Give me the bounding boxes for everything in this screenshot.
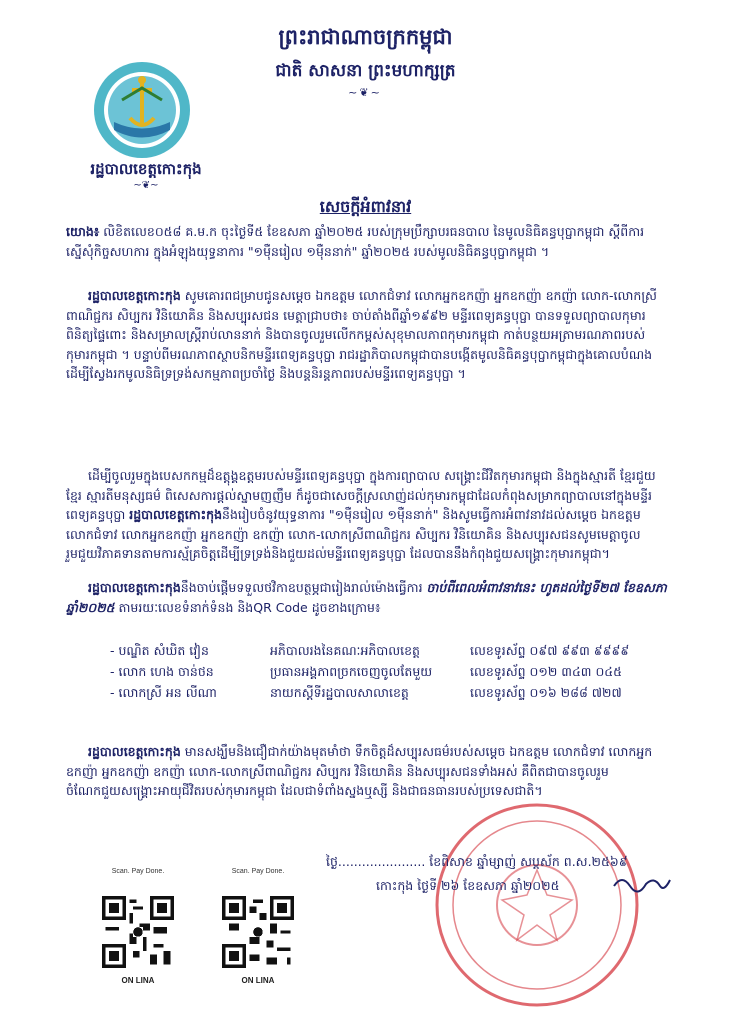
p3-text-b: តាមរយៈលេខទំនាក់ទំនង និងQR Code ដូចខាងក្រោម៖ xyxy=(114,599,381,615)
contact-phone: លេខទូរស័ព្ទ ០១២ ៣៤៣ ០៤៥ xyxy=(470,664,622,679)
p3-text-a: នឹងចាប់ផ្តើមទទួលថវិកាឧបត្ថម្ភជារៀងរាល់ម៉ោងធ្វើការ xyxy=(180,580,427,595)
national-motto: ជាតិ សាសនា ព្រះមហាក្សត្រ xyxy=(275,61,456,81)
contact-name: - លោក ហេង ចាន់ថន xyxy=(110,664,214,679)
lunar-date: ថ្ងៃ...................... ខែពិសាខ ឆ្នាំម្សាញ់ សប្តស័ក ព.ស.២៥៦៩ xyxy=(326,854,628,869)
contact-row xyxy=(110,661,690,682)
contact-list xyxy=(110,640,690,703)
admin-name: រដ្ឋបាលខេត្តកោះកុង xyxy=(90,160,202,178)
qr-code-2[interactable] xyxy=(222,896,294,968)
admin-ornament: ~❦~ xyxy=(133,180,159,191)
p3-emph: ចាប់ពីពេលអំពាវនាវនេះ ហូតដល់ថ្ងៃទី២៧ ខែឧសភា ឆ្នាំ២០២៥ xyxy=(66,580,667,615)
paragraph-3 xyxy=(66,578,668,617)
p2-lead: រដ្ឋបាលខេត្តកោះកុង xyxy=(129,507,223,522)
kingdom-heading: ព្រះរាជាណាចក្រកម្ពុជា xyxy=(278,25,453,49)
qr-caption-top: Scan. Pay Done. xyxy=(111,868,165,875)
p2-text-b: នឹងរៀបចំនូវយុទ្ធនាការ "១ម៉ឺនរៀល ១ម៉ឺននាក់" និងសូមធ្វើការអំពាវនាវដល់សម្តេច ឯកឧត្តម លោកជំទាវ លោកអ្នកឧកញ៉ា អ្នកឧកញ៉ា ឧកញ៉ា លោក-លោកស្រីពាណិជ្ជករ សិប្បករ វិនិយោគិន និងសប្បុរសជនសូមមេត្តាចូលរួមជួយវិភាគទានតាមការស្ម័គ្រចិត្តដើម្បីទ្រទ្រង់និងជួយដល់មន្ទីរពេទ្យគន្ធបុប្ផា ដែលបាននឹងកំពុងជួយសង្គ្រោះកុមារកម្ពុជា។ xyxy=(66,507,641,561)
official-stamp xyxy=(432,800,642,1010)
p4-text: មានសង្ឃឹមនិងជឿជាក់យ៉ាងមុតមាំថា ទឹកចិត្តដ៏សប្បុរសធម៌របស់សម្តេច ឯកឧត្តម លោកជំទាវ លោកអ្នកឧកញ៉ា អ្នកឧកញ៉ា ឧកញ៉ា លោក-លោកស្រីពាណិជ្ជករ សិប្បករ វិនិយោគិន និងសប្បុរសជនទាំងអស់ គឺពិតជាបានចូលរួមចំណែកជួយសង្គ្រោះអាយុជីវិតរបស់កុមារកម្ពុជា ដែលជាទំពាំងស្នងឬស្សី និងជាធនធានរបស់ប្រទេសជាតិ។ xyxy=(66,744,653,798)
qr-code-1[interactable] xyxy=(102,896,174,968)
paragraph-1 xyxy=(66,286,668,384)
qr-caption-bottom: ON LINA xyxy=(121,976,155,985)
signature xyxy=(612,872,672,896)
p1-text: សូមគោរពជម្រាបជូនសម្តេច ឯកឧត្តម លោកជំទាវ លោកអ្នកឧកញ៉ា អ្នកឧកញ៉ា ឧកញ៉ា លោក-លោកស្រី ពាណិជ្ជករ សិប្បករ វិនិយោគិន និងសប្បុរសជន មេត្តាជ្រាបថា៖ ចាប់តាំងពីឆ្នាំ១៩៩២ មន្ទីរពេទ្យគន្ធបុប្ផា បានទទួលព្យាបាលកុមារ ពិនិត្យផ្ទៃពោះ និងសម្រាលស្ត្រីរាប់លាននាក់ និងបានចូលរួមលើកកម្ពស់សុខុមាលភាពកុមារកម្ពុជា កាត់បន្ថយអត្រាមរណភាពរបស់កុមារកម្ពុជា ។ បន្ទាប់ពីមរណភាពស្ថាបនិកមន្ទីរពេទ្យគន្ធបុប្ផា រាជរដ្ឋាភិបាលកម្ពុជាបានបង្កើតមូលនិធិគន្ធបុប្ផាកម្ពុជាក្នុងគោលបំណង ដើម្បីស្វែងរកមូលនិធិទ្រទ្រង់សកម្មភាពប្រចាំថ្ងៃ និងបន្តនិរន្តភាពរបស់មន្ទីរពេទ្យគន្ធបុប្ផា ។ xyxy=(66,288,657,381)
reference-block xyxy=(66,222,666,261)
p1-lead: រដ្ឋបាលខេត្តកោះកុង xyxy=(88,288,181,303)
contact-name: - លោកស្រី អន លីណា xyxy=(110,685,217,700)
solar-date: កោះកុង ថ្ងៃទី ២៦ ខែឧសភា ឆ្នាំ២០២៥ xyxy=(376,878,560,893)
contact-role: អភិបាលរងនៃគណៈអភិបាលខេត្ត xyxy=(270,643,420,658)
contact-name: - បណ្ឌិត សំឃិត វៀន xyxy=(110,643,209,658)
contact-role: ប្រធានអង្គភាពច្រកចេញចូលតែមួយ xyxy=(270,664,433,679)
qr-caption-bottom: ON LINA xyxy=(241,976,275,985)
reference-label: យោង៖ xyxy=(66,224,100,239)
document-title: សេចក្តីអំពាវនាវ xyxy=(319,197,412,216)
paragraph-2 xyxy=(66,466,668,564)
provincial-logo xyxy=(92,60,192,160)
p4-lead: រដ្ឋបាលខេត្តកោះកុង xyxy=(88,744,181,759)
paragraph-4 xyxy=(66,742,668,801)
p3-lead: រដ្ឋបាលខេត្តកោះកុង xyxy=(88,580,181,595)
reference-text: លិខិតលេខ០៥៨ គ.ម.ក ចុះថ្ងៃទី៥ ខែឧសភា ឆ្នាំ២០២៥ របស់ក្រុមប្រឹក្សាបរធនបាល នៃមូលនិធិគន្ធបុប្ផាកម្ពុជា ស្តីពីការស្នើសុំកិច្ចសហការ ក្នុងអំឡុងយុទ្ធនាការ "១ម៉ឺនរៀល ១ម៉ឺននាក់" ឆ្នាំ២០២៥ របស់មូលនិធិគន្ធបុប្ផាកម្ពុជា ។ xyxy=(66,224,645,259)
contact-phone: លេខទូរស័ព្ទ ០៩៧ ៩៩៣ ៩៩៩៩ xyxy=(470,643,630,658)
qr-caption-top: Scan. Pay Done. xyxy=(231,868,285,875)
contact-role: នាយកស្តីទីរដ្ឋបាលសាលាខេត្ត xyxy=(270,685,409,700)
contact-row xyxy=(110,640,690,661)
contact-phone: លេខទូរស័ព្ទ ០១៦ ២៨៨ ៧២៧ xyxy=(470,685,622,700)
p2-text-a: ដើម្បីចូលរួមក្នុងបេសកកម្មដ៏ឧត្តុង្គឧត្តមរបស់មន្ទីរពេទ្យគន្ធបុប្ផា ក្នុងការព្យាបាល សង្គ្រោះជីវិតកុមារកម្ពុជា និងក្នុងស្មារតី ខ្មែរជួយខ្មែរ ស្មារតីមនុស្សធម៌ ពិសេសការផ្តល់ស្នាមញញឹម ក៏ដូចជាសេចក្តីស្រលាញ់ដល់កុមារកម្ពុជាដែលកំពុងសម្រាកព្យាបាលនៅក្នុងមន្ទីរពេទ្យគន្ធបុប្ផា xyxy=(66,468,656,522)
motto-ornament: ~❦~ xyxy=(348,86,382,99)
contact-row xyxy=(110,682,690,703)
